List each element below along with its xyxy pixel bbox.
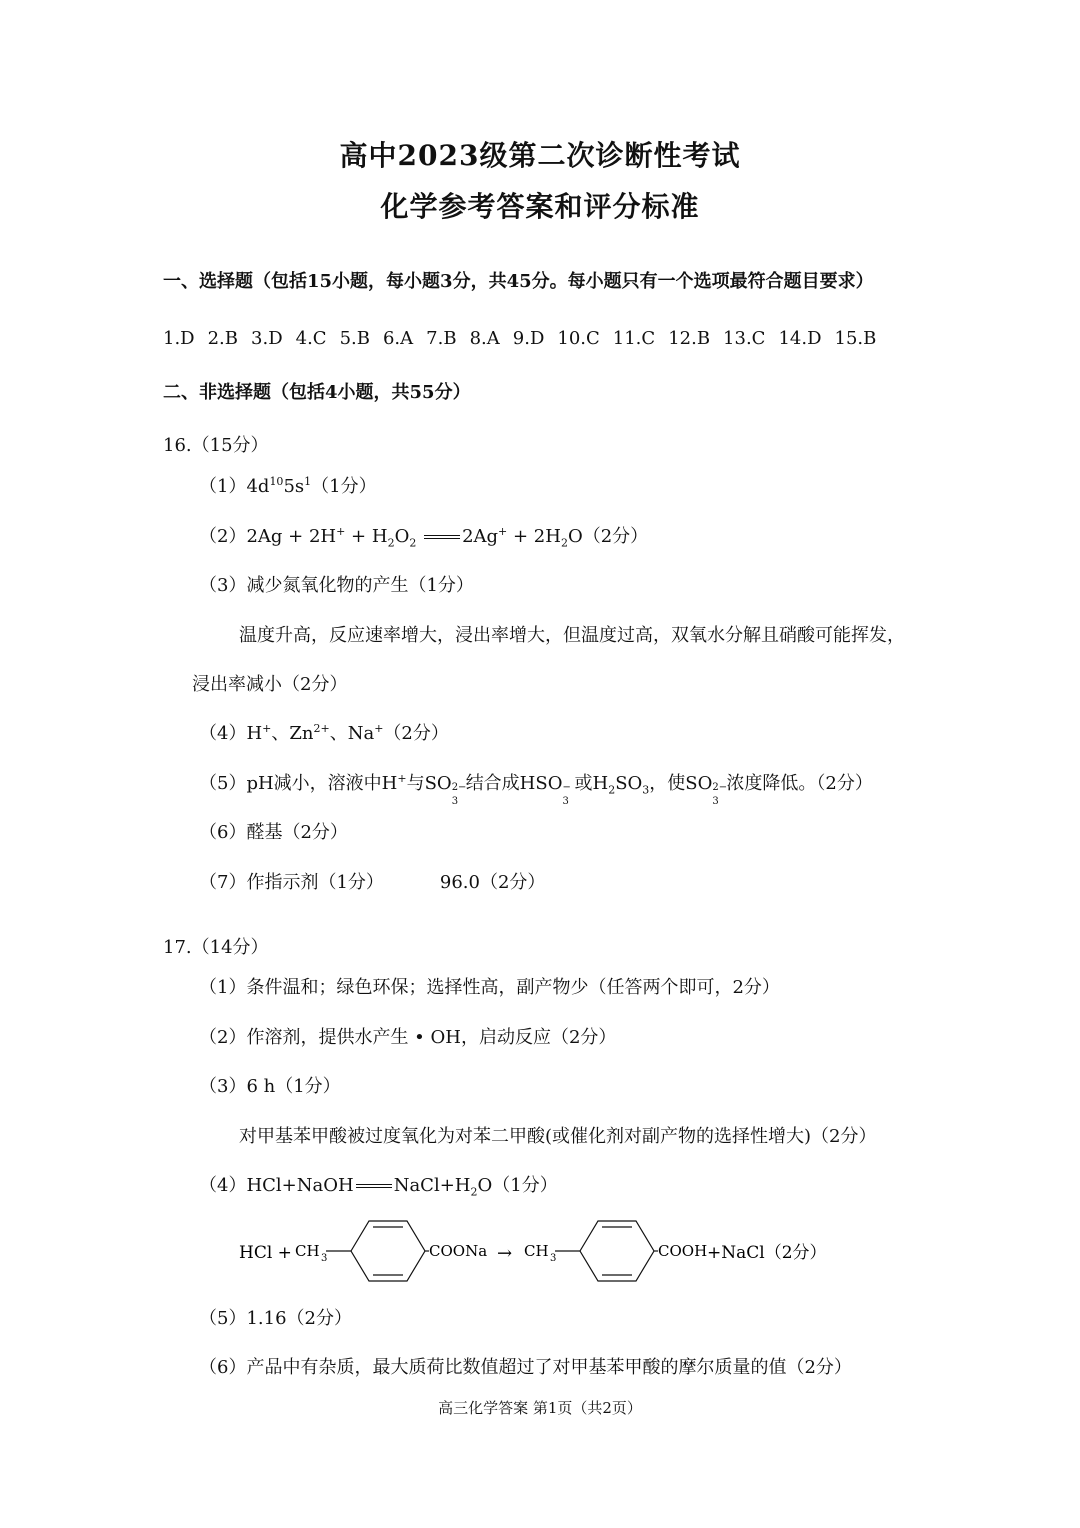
answer-item: 12.B (668, 328, 711, 349)
carboxylate-group: COONa (429, 1242, 488, 1260)
q16-part3-explanation: 温度升高，反应速率增大，浸出率增大，但温度过高，双氧水分解且硝酸可能挥发， (239, 625, 905, 646)
reaction-arrow: → (497, 1243, 513, 1264)
answer-item: 2.B (207, 328, 239, 349)
answer-item: 15.B (834, 328, 877, 349)
answer-item: 3.D (251, 328, 283, 349)
answer-item: 10.C (557, 328, 600, 349)
q16-part5: （5）pH减小，溶液中H+与SO 2− 3 结合成HSO − 3 或$H_2SO_3$，使SO 2− 3 浓度降低。（2分） (199, 772, 873, 807)
answer-item: 1.D (163, 328, 195, 349)
benzene-ring-icon (351, 1221, 425, 1281)
answer-item: 11.C (612, 328, 656, 349)
answer-item: 6.A (382, 328, 414, 349)
answer-item: 5.B (339, 328, 370, 349)
section2-heading: 二、非选择题（包括4小题，共55分） (163, 382, 471, 403)
q16-part3: （3）减少氮氧化物的产生（1分） (199, 575, 474, 596)
section1-heading: 一、选择题（包括15小题，每小题3分，共45分。每小题只有一个选项最符合题目要求） (163, 271, 874, 292)
q17-part1: （1）条件温和；绿色环保；选择性高，副产物少（任答两个即可，2分） (199, 977, 780, 998)
q16-part1: $(1)4d^{10}5s^1(1$分） (199, 475, 377, 497)
answer-item: 4.C (295, 328, 327, 349)
page-subtitle: 化学参考答案和评分标准 (380, 190, 700, 223)
q16-part4: （4）H+、$Zn^{2+}$、Na+（2分） (199, 722, 449, 744)
svg-text:3: 3 (321, 1253, 328, 1264)
q16-part6: （6）醛基（2分） (199, 822, 348, 843)
reaction-lhs: HCl + (239, 1243, 292, 1263)
reaction-equation (230, 1210, 870, 1294)
q16-part3-explanation-cont: 浸出率减小（2分） (192, 674, 348, 695)
answer-item: 9.D (512, 328, 545, 349)
reaction-rhs: +NaCl（2分） (707, 1243, 827, 1263)
answer-item: 14.D (778, 328, 822, 349)
q17-header: 17.（14分） (163, 937, 269, 958)
methyl-group-1: CH (295, 1242, 320, 1260)
answer-item: 8.A (469, 328, 500, 349)
q17-part2: （2）作溶剂，提供水产生 • OH，启动反应（2分） (199, 1027, 617, 1048)
q16-part2: $(2)2Ag + 2H^+ + H_2O_2$ $2Ag^+ + 2H_2O(2$分） (199, 525, 649, 550)
q17-part3: （3）6 h（1分） (199, 1076, 341, 1097)
choice-answers (163, 328, 889, 350)
page-footer: 高三化学答案 第1页（共2页） (438, 1399, 642, 1417)
benzene-ring-icon (580, 1221, 654, 1281)
methyl-group-2: CH (524, 1242, 549, 1260)
q17-part3-explanation: 对甲基苯甲酸被过度氧化为对苯二甲酸(或催化剂对副产物的选择性增大)（2分） (239, 1126, 877, 1147)
q17-part4: （4）HCl+NaOH $NaCl+H_2O(1$分） (199, 1175, 558, 1199)
carboxyl-group: COOH (658, 1242, 708, 1260)
q17-part5: （5）1.16（2分） (199, 1308, 352, 1329)
svg-text:3: 3 (550, 1253, 557, 1264)
equals-sign (424, 535, 460, 539)
page-title: 高中2023级第二次诊断性考试 (339, 139, 741, 172)
q17-part6: （6）产品中有杂质，最大质荷比数值超过了对甲基苯甲酸的摩尔质量的值（2分） (199, 1357, 852, 1378)
answer-item: 7.B (426, 328, 457, 349)
q16-header: 16.（15分） (163, 435, 269, 456)
equals-sign (356, 1184, 392, 1188)
q16-part7: （7）作指示剂（1分） 96.0（2分） (199, 872, 546, 893)
answer-item: 13.C (723, 328, 766, 349)
